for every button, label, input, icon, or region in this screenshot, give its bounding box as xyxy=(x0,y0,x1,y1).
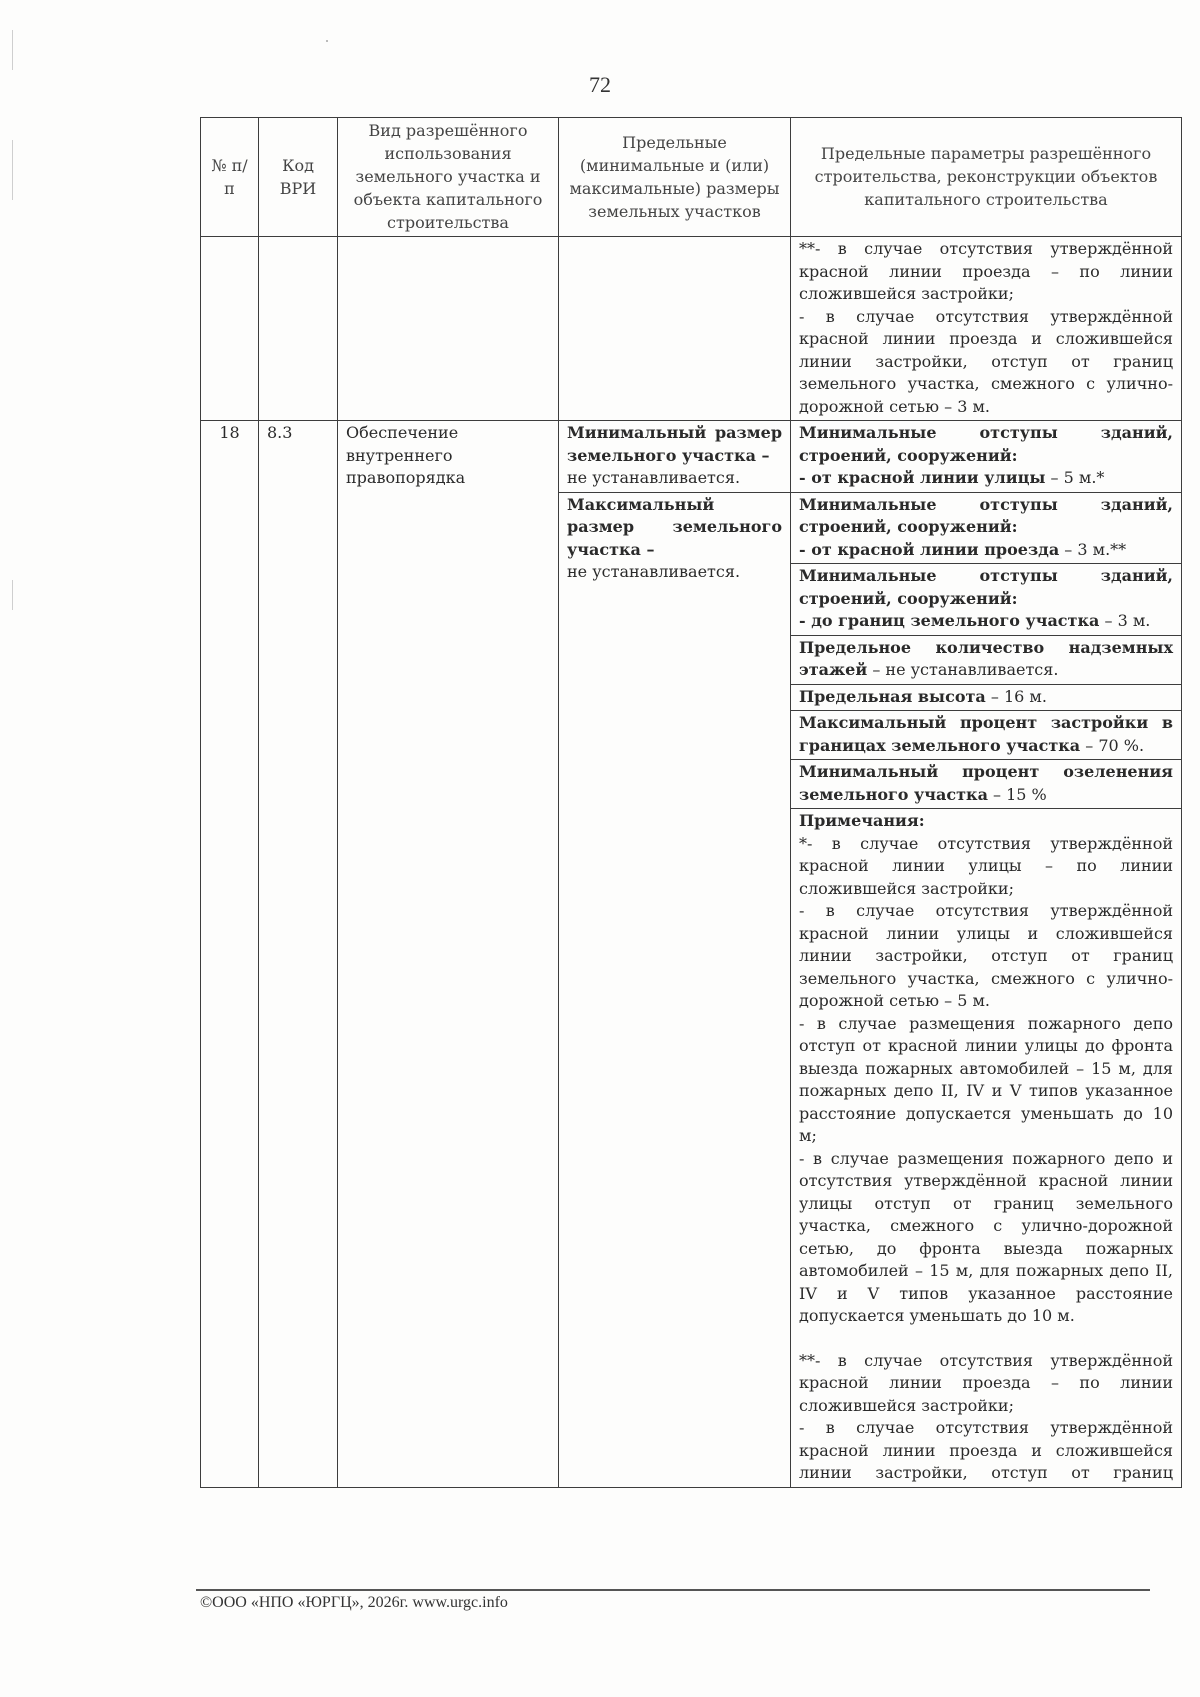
row-permitted-use: Обеспечение внутреннего правопорядка xyxy=(338,421,559,1488)
param-label: - до границ земельного участка xyxy=(799,611,1100,630)
note-line: - в случае отсутствия утверждённой красной линии улицы и сложившейся линии застройки, отступ от границ земельного участка, смежного с улично-дорожной сетью – 5 м. xyxy=(799,901,1173,1010)
continuation-notes xyxy=(791,237,1182,421)
notes-title: Примечания: xyxy=(799,811,925,830)
page-number: 72 xyxy=(589,72,611,97)
param-label: Минимальные отступы зданий, строений, сооружений: xyxy=(799,494,1173,536)
param-value: – 15 % xyxy=(987,784,1047,804)
param-value: – не устанавливается. xyxy=(867,660,1059,679)
param-label: Предельная высота xyxy=(799,686,986,706)
note-spacer xyxy=(799,1328,1173,1350)
table-row-continuation xyxy=(201,237,1182,421)
param-value: – 5 м.* xyxy=(1045,468,1105,487)
param-value: – 3 м.** xyxy=(1059,539,1127,559)
param-value: – 3 м. xyxy=(1099,611,1151,630)
param-label: Минимальные отступы зданий, строений, сооружений: xyxy=(799,566,1173,608)
header-permitted-use: Вид разрешённого использования земельного участка и объекта капитального строительства xyxy=(338,118,559,237)
table-row-18 xyxy=(201,421,1182,493)
footer-copyright: ©ООО «НПО «ЮРГЦ», 2026г. www.urgc.info xyxy=(200,1594,508,1611)
scan-speck xyxy=(326,40,328,42)
header-build-parameters: Предельные параметры разрешённого строительства, реконструкции объектов капитального строительства xyxy=(791,118,1182,237)
param-value: – 16 м. xyxy=(985,686,1047,706)
param-label: Предельное количество надземных этажей xyxy=(799,637,1173,679)
param-label: Минимальный процент озеленения земельного участка xyxy=(799,762,1173,804)
zoning-regulations-table xyxy=(200,117,1182,1488)
scan-edge-mark xyxy=(12,30,13,70)
empty-cell xyxy=(201,237,259,421)
param-greening xyxy=(791,760,1182,809)
param-label: Минимальные отступы зданий, строений, сооружений: xyxy=(799,423,1173,465)
param-label: Максимальный процент застройки в границах земельного участка xyxy=(799,713,1173,755)
param-value: – 70 %. xyxy=(1080,735,1145,755)
header-plot-sizes: Предельные (минимальные и (или) максимальные) размеры земельных участков xyxy=(559,118,791,237)
param-floors xyxy=(791,635,1182,684)
footer-divider xyxy=(196,1589,1150,1591)
param-setback-passage xyxy=(791,492,1182,564)
note-line: *- в случае отсутствия утверждённой красной линии улицы – по линии сложившейся застройки; xyxy=(799,833,1173,898)
table-header-row xyxy=(201,118,1182,237)
row-code: 8.3 xyxy=(259,421,338,1488)
note-line: **- в случае отсутствия утверждённой красной линии проезда – по линии сложившейся застройки; xyxy=(799,1350,1173,1415)
scan-edge-mark xyxy=(12,580,13,610)
header-code: Код ВРИ xyxy=(259,118,338,237)
param-setback-boundary xyxy=(791,564,1182,636)
empty-cell xyxy=(338,237,559,421)
scan-edge-mark xyxy=(12,140,13,200)
empty-cell xyxy=(559,237,791,421)
notes-cell xyxy=(791,809,1182,1488)
note-line: **- в случае отсутствия утверждённой красной линии проезда – по линии сложившейся застройки; xyxy=(799,239,1173,303)
param-label: - от красной линии проезда xyxy=(799,539,1060,559)
row-number: 18 xyxy=(201,421,259,1488)
note-line: - в случае отсутствия утверждённой красной линии проезда и сложившейся линии застройки, отступ от границ xyxy=(799,1418,1173,1482)
note-line: - в случае размещения пожарного депо и отсутствия утверждённой красной линии улицы отступ от границ земельного участка, смежного с улично-дорожной сетью, до фронта выезда пожарных автомобилей – 15 м, для пожарных депо II, IV и V типов указанное расстояние допускается уменьшать до 10 м. xyxy=(799,1148,1173,1325)
param-height xyxy=(791,684,1182,711)
min-plot-size xyxy=(559,421,791,493)
max-size-value: не устанавливается. xyxy=(567,562,741,581)
max-plot-size xyxy=(559,492,791,1487)
note-line: - в случае отсутствия утверждённой красной линии проезда и сложившейся линии застройки, отступ от границ земельного участка, смежного с улично-дорожной сетью – 3 м. xyxy=(799,306,1173,416)
param-building-coverage xyxy=(791,711,1182,760)
header-number: № п/п xyxy=(201,118,259,237)
max-size-label: Максимальный размер земельного участка – xyxy=(567,494,782,559)
note-line: - в случае размещения пожарного депо отступ от красной линии улицы до фронта выезда пожарных автомобилей – 15 м, для пожарных депо II, IV и V типов указанное расстояние допускается уменьшать до 10 м; xyxy=(799,1013,1173,1145)
param-setback-street xyxy=(791,421,1182,493)
param-label: - от красной линии улицы xyxy=(799,468,1046,487)
min-size-label: Минимальный размер земельного участка – xyxy=(567,423,782,465)
min-size-value: не устанавливается. xyxy=(567,468,741,487)
empty-cell xyxy=(259,237,338,421)
